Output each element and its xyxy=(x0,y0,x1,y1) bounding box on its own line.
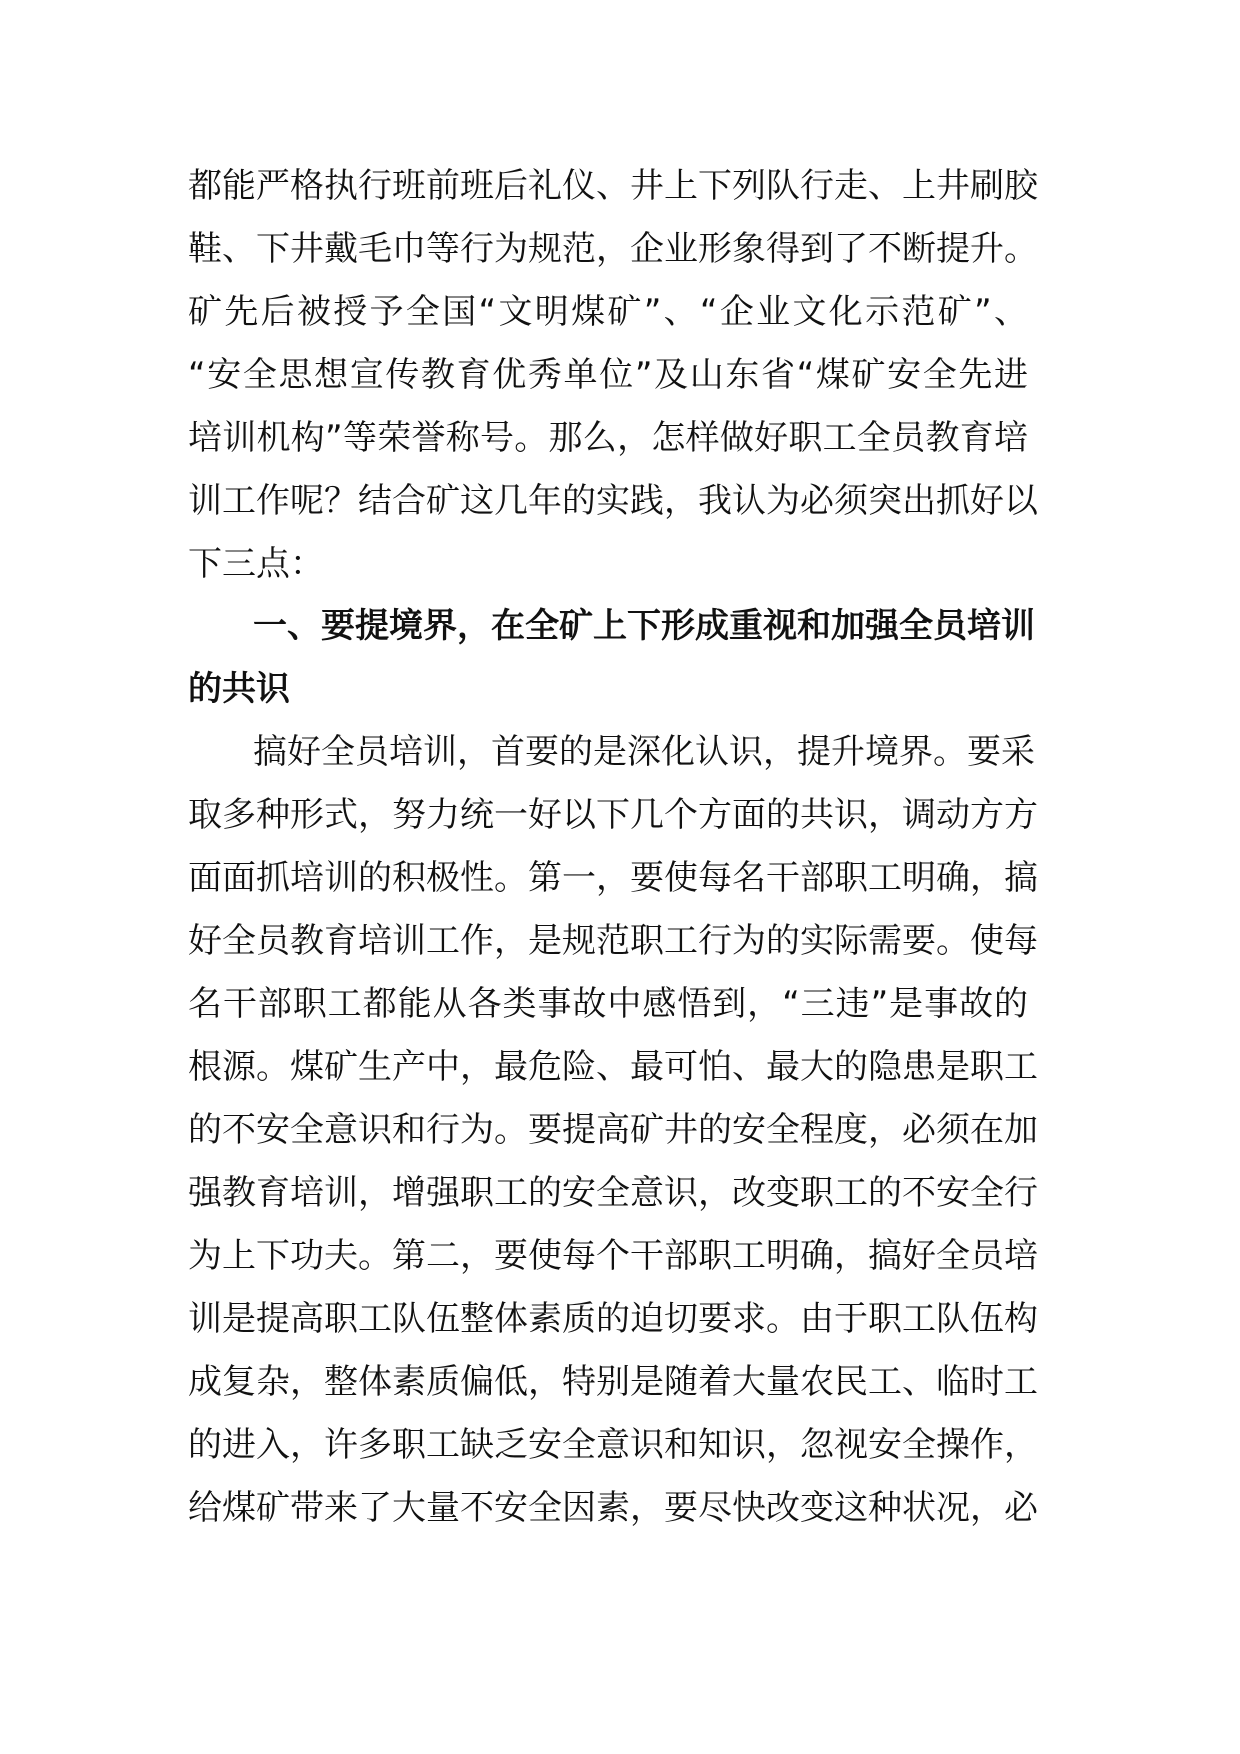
text-line: 训是提高职工队伍整体素质的迫切要求。由于职工队伍构 xyxy=(188,1299,1038,1339)
text-line: 鞋、下井戴毛巾等行为规范，企业形象得到了不断提升。 xyxy=(188,229,1038,269)
text-line: “安全思想宣传教育优秀单位”及山东省“煤矿安全先进 xyxy=(188,355,1028,395)
text-line: 给煤矿带来了大量不安全因素，要尽快改变这种状况，必 xyxy=(188,1488,1038,1528)
text-line: 根源。煤矿生产中，最危险、最可怕、最大的隐患是职工 xyxy=(188,1047,1038,1087)
text-line: 的不安全意识和行为。要提高矿井的安全程度，必须在加 xyxy=(188,1110,1038,1150)
text-line: 好全员教育培训工作，是规范职工行为的实际需要。使每 xyxy=(188,921,1038,961)
text-line: 名干部职工都能从各类事故中感悟到，“三违”是事故的 xyxy=(188,984,1028,1024)
text-line: 的进入，许多职工缺乏安全意识和知识，忽视安全操作， xyxy=(188,1425,1038,1465)
section-heading: 一、要提境界，在全矿上下形成重视和加强全员培训 xyxy=(253,606,1035,646)
text-line: 成复杂，整体素质偏低，特别是随着大量农民工、临时工 xyxy=(188,1362,1038,1402)
section-heading: 的共识 xyxy=(188,669,290,709)
text-line: 面面抓培训的积极性。第一，要使每名干部职工明确，搞 xyxy=(188,858,1038,898)
text-line: 训工作呢？结合矿这几年的实践，我认为必须突出抓好以 xyxy=(188,481,1038,521)
text-line: 矿先后被授予全国“文明煤矿”、“企业文化示范矿”、 xyxy=(188,292,1028,332)
text-line: 都能严格执行班前班后礼仪、井上下列队行走、上井刷胶 xyxy=(188,166,1038,206)
text-line: 为上下功夫。第二，要使每个干部职工明确，搞好全员培 xyxy=(188,1236,1038,1276)
text-line: 搞好全员培训，首要的是深化认识，提升境界。要采 xyxy=(253,732,1035,772)
text-line: 下三点： xyxy=(188,544,324,584)
text-line: 取多种形式，努力统一好以下几个方面的共识，调动方方 xyxy=(188,795,1038,835)
text-line: 培训机构”等荣誉称号。那么，怎样做好职工全员教育培 xyxy=(188,418,1028,458)
text-line: 强教育培训，增强职工的安全意识，改变职工的不安全行 xyxy=(188,1173,1038,1213)
